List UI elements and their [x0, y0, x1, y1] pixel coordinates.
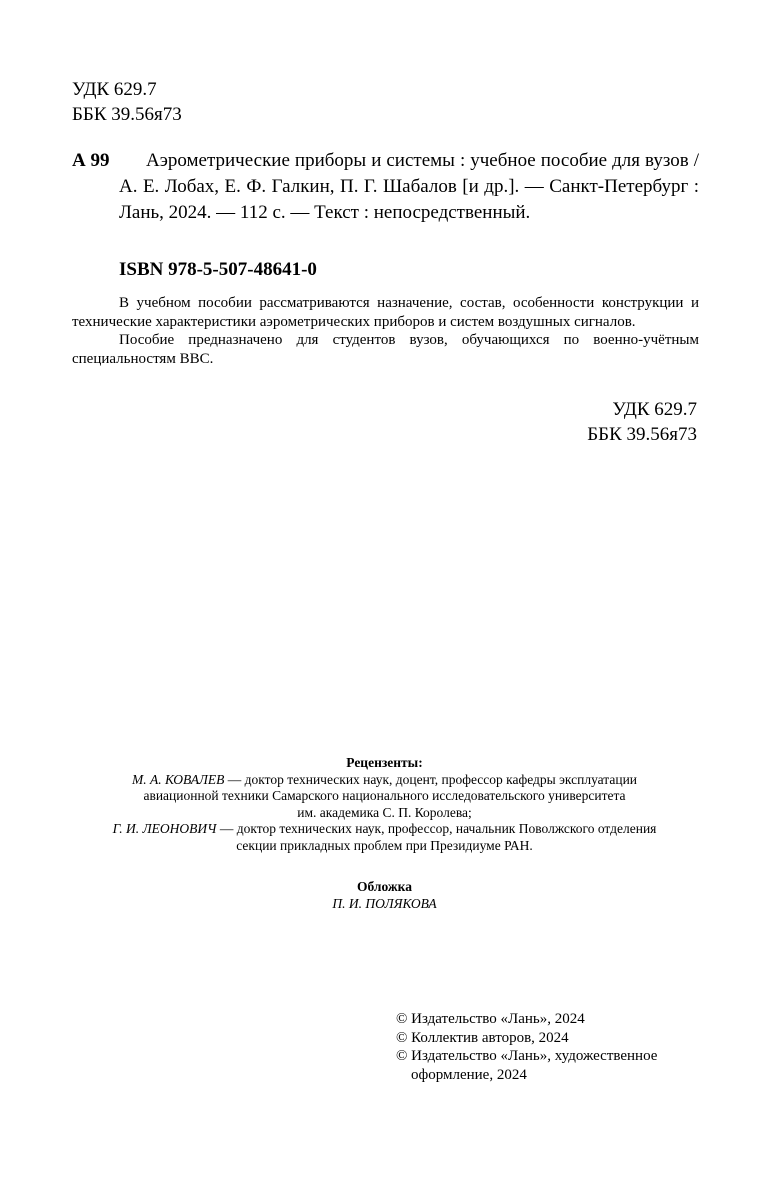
classification-block-bottom [587, 397, 697, 447]
copyright-line: © Издательство «Лань», 2024 [396, 1011, 585, 1027]
bibliographic-description: Аэрометрические приборы и системы : учебное пособие для вузов / А. Е. Лобах, Е. Ф. Галкин, П. Г. Шабалов [и др.]. — Санкт-Петербург : Лань, 2024. — 112 с. — Текст : непосредственный. [119, 150, 699, 223]
isbn: ISBN 978-5-507-48641-0 [119, 259, 317, 280]
reviewer-entry [72, 772, 697, 789]
reviewers-block [72, 755, 697, 854]
reviewer-description: — доктор технических наук, доцент, профессор кафедры эксплуатации [224, 771, 638, 787]
cover-designer: П. И. ПОЛЯКОВА [332, 895, 437, 911]
abstract-paragraph: Пособие предназначено для студентов вузов, обучающихся по военно-учётным специальностям ВВС. [72, 332, 699, 367]
cover-block [72, 879, 697, 912]
copyright-line: © Коллектив авторов, 2024 [396, 1029, 569, 1046]
udk-code: УДК 629.7 [612, 399, 697, 420]
cover-heading: Обложка [356, 879, 412, 894]
copyright-line: © Издательство «Лань», художественное оформление, 2024 [396, 1048, 658, 1083]
reviewers-heading: Рецензенты: [346, 755, 423, 770]
bibliographic-record [72, 148, 699, 226]
reviewer-entry [72, 821, 697, 838]
bbk-code: ББК 39.56я73 [72, 104, 182, 125]
reviewer-name: М. А. КОВАЛЕВ [131, 771, 225, 787]
classification-block-top [72, 77, 182, 127]
reviewer-name: Г. И. ЛЕОНОВИЧ [112, 821, 217, 836]
reviewer-description-line: авиационной техники Самарского национального исследовательского университета [143, 788, 626, 803]
reviewer-description-line: секции прикладных проблем при Президиуме РАН. [236, 837, 533, 853]
bbk-code: ББК 39.56я73 [587, 424, 697, 445]
abstract [72, 294, 699, 368]
reviewer-description-line: им. академика С. П. Королева; [297, 804, 472, 820]
udk-code: УДК 629.7 [72, 79, 157, 100]
copyright-block [396, 1010, 706, 1084]
reviewer-description: — доктор технических наук, профессор, начальник Поволжского отделения [216, 821, 657, 836]
author-mark: А 99 [72, 150, 110, 171]
abstract-paragraph: В учебном пособии рассматриваются назначение, состав, особенности конструкции и технические характеристики аэрометрических приборов и систем воздушных сигналов. [72, 295, 699, 330]
